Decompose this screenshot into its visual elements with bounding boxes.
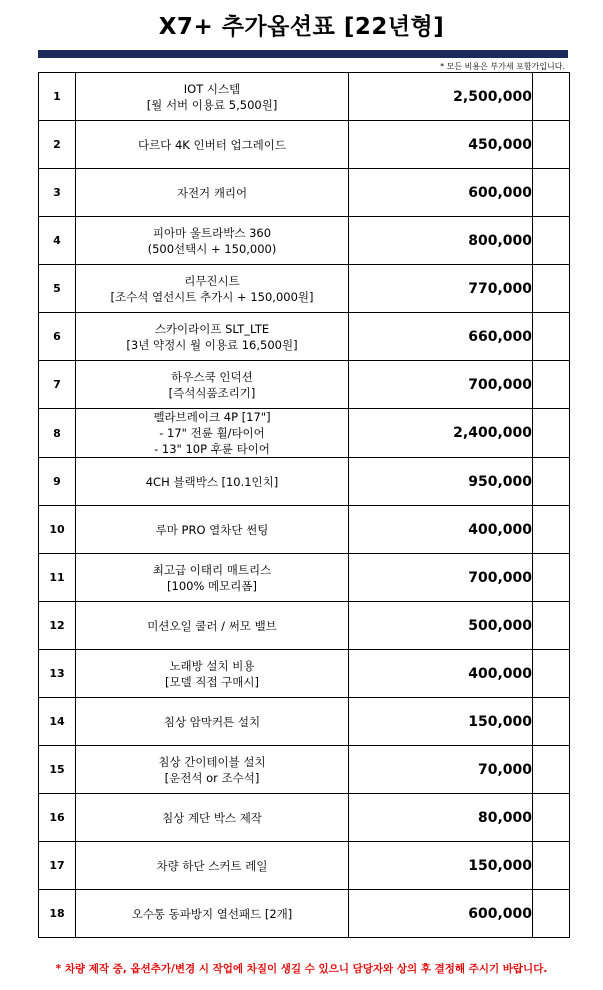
option-name-cell [76,650,349,698]
option-name-line: [조수석 열선시트 추가시 + 150,000원] [110,289,314,304]
table-row [39,73,570,121]
option-name-cell [76,554,349,602]
blank-note-cell [533,121,570,169]
option-name-cell [76,698,349,746]
page-title: X7+ 추가옵션표 [22년형] [158,14,445,40]
option-price: 600,000 [349,169,533,217]
blank-note-cell [533,698,570,746]
option-name-line: 자전거 캐리어 [176,185,248,200]
row-number: 11 [39,554,76,602]
option-name-line: [100% 메모리폼] [167,578,257,593]
table-row [39,121,570,169]
table-row [39,361,570,409]
blank-note-cell [533,265,570,313]
option-name-line: 차량 하단 스커트 레일 [156,858,268,873]
blank-note-cell [533,361,570,409]
option-name-cell [76,169,349,217]
row-number: 10 [39,506,76,554]
option-price: 600,000 [349,890,533,938]
option-price: 660,000 [349,313,533,361]
option-price: 400,000 [349,506,533,554]
option-name-line: 피아마 울트라박스 360 [152,225,272,240]
option-price: 950,000 [349,458,533,506]
option-name-cell [76,890,349,938]
option-name-line: 루마 PRO 열차단 썬팅 [155,522,269,537]
option-price: 2,400,000 [349,409,533,458]
option-name-line: - 17" 전륜 휠/타이어 [159,426,265,440]
row-number: 7 [39,361,76,409]
table-row [39,890,570,938]
row-number: 4 [39,217,76,265]
row-number: 14 [39,698,76,746]
blank-note-cell [533,554,570,602]
option-name-cell [76,217,349,265]
blank-note-cell [533,217,570,265]
option-price: 500,000 [349,602,533,650]
blank-note-cell [533,842,570,890]
table-row [39,746,570,794]
option-name-line: 침상 암막커튼 설치 [163,714,261,729]
option-name-cell [76,73,349,121]
option-name-cell [76,265,349,313]
option-name-line: [모델 직접 구매시] [164,674,260,689]
row-number: 12 [39,602,76,650]
blank-note-cell [533,169,570,217]
option-name-line: [즉석식품조리기] [168,385,256,400]
row-number: 16 [39,794,76,842]
option-name-line: - 13" 10P 후륜 타이어 [154,442,270,456]
row-number: 5 [39,265,76,313]
option-name-line: 펠라브레이크 4P [17"] [153,410,271,424]
option-name-line: [운전석 or 조수석] [164,770,260,785]
blank-note-cell [533,746,570,794]
option-name-cell [76,458,349,506]
row-number: 6 [39,313,76,361]
option-name-line: IOT 시스템 [183,81,241,96]
option-name-cell [76,506,349,554]
option-name-line: 리무진시트 [184,273,240,288]
table-row [39,506,570,554]
option-price: 700,000 [349,554,533,602]
option-name-cell [76,313,349,361]
blank-note-cell [533,506,570,554]
option-name-line: 오수통 동파방지 열선패드 [2개] [131,906,293,921]
option-price: 150,000 [349,698,533,746]
option-name-cell [76,746,349,794]
row-number: 17 [39,842,76,890]
option-name-cell [76,794,349,842]
option-name-line: (500선택시 + 150,000) [147,241,277,256]
blank-note-cell [533,890,570,938]
tax-note: * 모든 비용은 부가세 포함가입니다. [440,62,565,71]
table-row [39,554,570,602]
option-name-cell [76,842,349,890]
option-price-table [38,72,570,938]
option-name-line: [3년 약정시 월 이용료 16,500원] [126,337,298,352]
table-row [39,265,570,313]
table-row [39,650,570,698]
table-row [39,698,570,746]
option-name-line: 미션오일 쿨러 / 써모 밸브 [147,618,277,633]
option-name-line: 최고급 이태리 매트리스 [152,562,272,577]
option-price: 700,000 [349,361,533,409]
blank-note-cell [533,73,570,121]
option-name-line: 하우스쿡 인덕션 [171,369,253,384]
option-price: 400,000 [349,650,533,698]
title-underline-bar [38,50,568,58]
blank-note-cell [533,458,570,506]
row-number: 15 [39,746,76,794]
row-number: 8 [39,409,76,458]
option-name-cell [76,361,349,409]
option-name-line: 노래방 설치 비용 [169,658,255,673]
table-row [39,313,570,361]
table-row [39,794,570,842]
option-price: 70,000 [349,746,533,794]
option-name-line: 침상 계단 박스 제작 [162,810,262,825]
option-name-cell [76,602,349,650]
row-number: 1 [39,73,76,121]
option-price: 800,000 [349,217,533,265]
option-name-cell [76,121,349,169]
row-number: 2 [39,121,76,169]
option-name-line: 스카이라이프 SLT_LTE [154,321,270,336]
blank-note-cell [533,602,570,650]
table-row [39,842,570,890]
table-row [39,602,570,650]
row-number: 3 [39,169,76,217]
option-name-cell [76,409,349,458]
blank-note-cell [533,650,570,698]
option-price: 770,000 [349,265,533,313]
table-row [39,169,570,217]
option-name-line: 4CH 블랙박스 [10.1인치] [145,474,279,489]
option-name-line: [월 서버 이용료 5,500원] [146,97,278,112]
table-row [39,409,570,458]
option-price: 450,000 [349,121,533,169]
table-row [39,458,570,506]
blank-note-cell [533,794,570,842]
blank-note-cell [533,313,570,361]
option-price: 150,000 [349,842,533,890]
row-number: 13 [39,650,76,698]
row-number: 9 [39,458,76,506]
table-row [39,217,570,265]
option-price: 2,500,000 [349,73,533,121]
option-name-line: 다르다 4K 인버터 업그레이드 [137,137,287,152]
row-number: 18 [39,890,76,938]
blank-note-cell [533,409,570,458]
footer-warning-note: * 차량 제작 중, 옵션추가/변경 시 작업에 차질이 생길 수 있으니 담당자와 상의 후 결정해 주시기 바랍니다. [55,963,548,975]
option-price: 80,000 [349,794,533,842]
option-name-line: 침상 간이테이블 설치 [158,754,266,769]
